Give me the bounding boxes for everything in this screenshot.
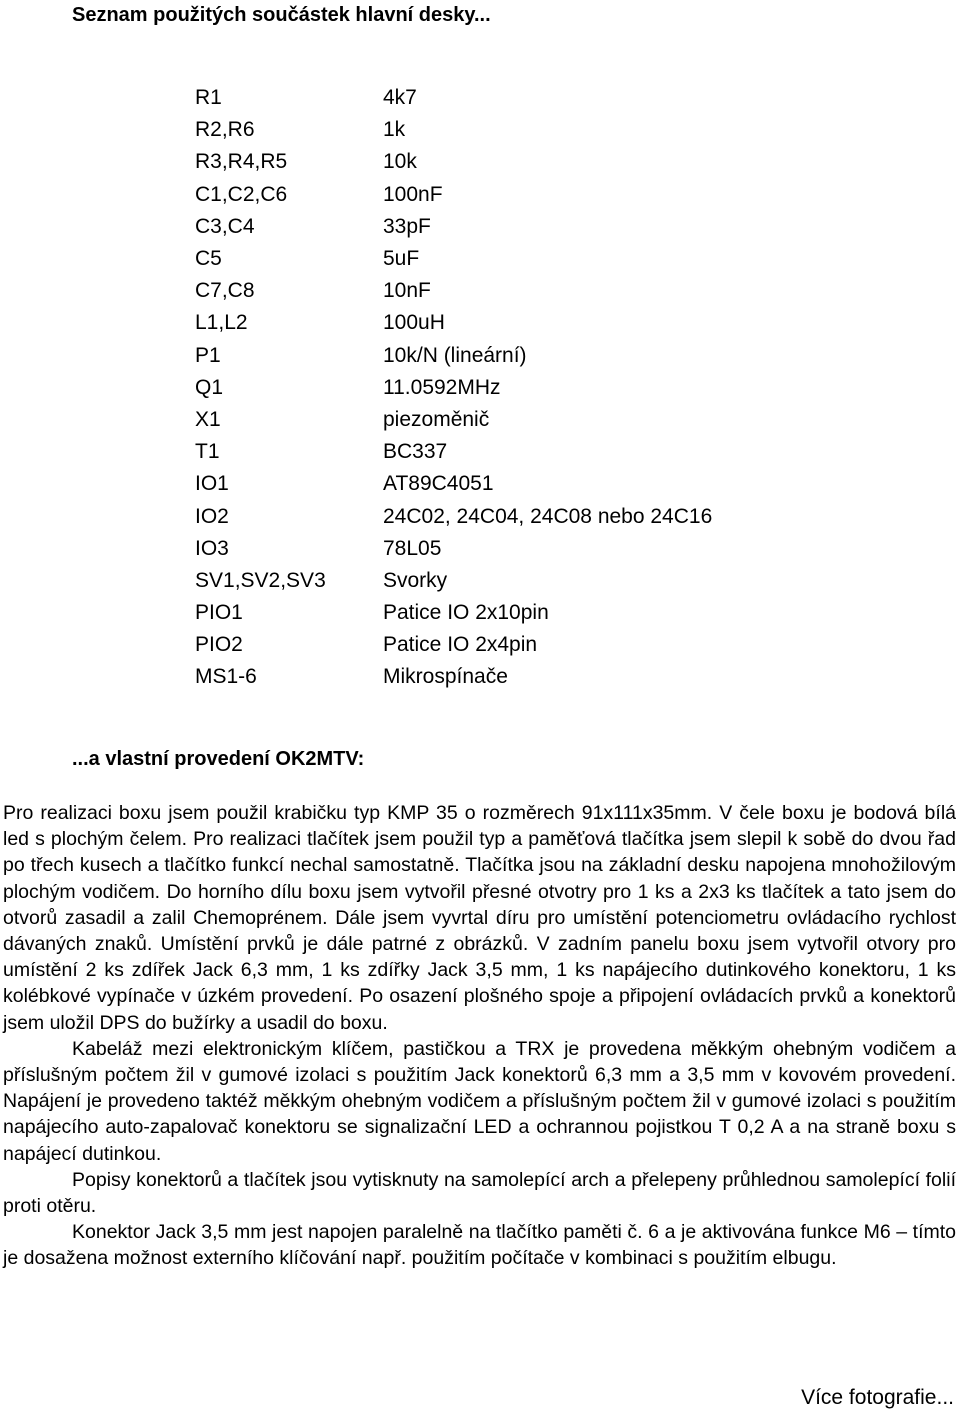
part-reference: IO1 <box>195 472 229 496</box>
part-reference: L1,L2 <box>195 311 248 335</box>
part-value: AT89C4051 <box>383 472 494 496</box>
parts-row <box>195 565 712 597</box>
part-reference: C3,C4 <box>195 214 255 238</box>
part-reference: SV1,SV2,SV3 <box>195 568 326 592</box>
parts-row <box>195 500 712 532</box>
part-value: Svorky <box>383 568 448 592</box>
paragraph-box-construction: Pro realizaci boxu jsem použil krabičku typ KMP 35 o rozměrech 91x111x35mm. V čele boxu je bodová bílá led s plochým čelem. Pro realizaci tlačítek jsem použil typ a paměťová tlačítka jsem slepil k sobě do dvou řad po třech kusech a tlačítko funkcí nechal samostatně. Tlačítka jsou na základní desku napojena mnohožilovým plochým vodičem. Do horního dílu boxu jsem vytvořil přesné otvotry pro 1 ks a 2x3 ks tlačítek a tato jsem do otvorů zasadil a zalil Chemoprénem. Dále jsem vyvrtal díru pro umístění potenciometru ovládacího rychlost dávaných znaků. Umístění prvků je dále patrné z obrázků. V zadním panelu boxu jsem vytvořil otvory pro umístění 2 ks zdířek Jack 6,3 mm, 1 ks zdířky Jack 3,5 mm, 1 ks napájecího dutinkového konektoru, 1 ks kolébkové vypínače v úzkém provedení. Po osazení plošného spoje a připojení ovládacích prvků a konektorů jsem uložil DPS do bužírky a usadil do boxu. <box>3 802 956 1034</box>
part-value: Patice IO 2x4pin <box>383 633 538 657</box>
parts-row <box>195 82 712 114</box>
parts-row <box>195 468 712 500</box>
part-value: 10k/N (lineární) <box>383 343 527 367</box>
parts-row <box>195 211 712 243</box>
part-reference: PIO2 <box>195 633 243 657</box>
parts-row <box>195 436 712 468</box>
part-reference: IO3 <box>195 536 229 560</box>
part-reference: IO2 <box>195 504 229 528</box>
part-reference: C5 <box>195 247 222 271</box>
part-value: 24C02, 24C04, 24C08 nebo 24C16 <box>383 504 713 528</box>
part-value: piezoměnič <box>383 407 490 431</box>
parts-row <box>195 114 712 146</box>
parts-row <box>195 146 712 178</box>
part-value: 5uF <box>383 247 420 271</box>
part-reference: C1,C2,C6 <box>195 182 288 206</box>
part-value: Mikrospínače <box>383 665 508 689</box>
part-value: 11.0592MHz <box>383 375 501 399</box>
section-title: ...a vlastní provedení OK2MTV: <box>72 748 365 770</box>
part-value: Patice IO 2x10pin <box>383 601 549 625</box>
parts-row <box>195 533 712 565</box>
part-reference: P1 <box>195 343 221 367</box>
page-title: Seznam použitých součástek hlavní desky... <box>72 4 491 26</box>
parts-row <box>195 307 712 339</box>
part-reference: MS1-6 <box>195 665 257 689</box>
part-value: BC337 <box>383 440 448 464</box>
part-reference: PIO1 <box>195 601 243 625</box>
parts-row <box>195 661 712 693</box>
paragraph-cabling: Kabeláž mezi elektronickým klíčem, pastičkou a TRX je provedena měkkým ohebným vodičem a příslušným počtem žil v gumové izolaci s použitím Jack konektorů 6,3 mm a 3,5 mm v kovovém provedení. Napájení je provedeno taktéž měkkým ohebným vodičem a příslušným počtem žil v gumové izolaci s použitím napájecího auto-zapalovač konektoru se signalizační LED a ochrannou pojistkou T 0,2 A a na straně boxu s napájecí dutinkou. <box>3 1037 956 1165</box>
part-reference: R1 <box>195 86 222 110</box>
parts-row <box>195 597 712 629</box>
part-value: 100uH <box>383 311 445 335</box>
part-value: 10k <box>383 150 417 174</box>
part-value: 10nF <box>383 279 431 303</box>
part-reference: R2,R6 <box>195 118 255 142</box>
part-reference: Q1 <box>195 375 224 399</box>
parts-row <box>195 179 712 211</box>
part-value: 100nF <box>383 182 443 206</box>
body-text <box>3 800 956 1272</box>
parts-row <box>195 372 712 404</box>
part-value: 78L05 <box>383 536 442 560</box>
more-photos-link[interactable]: Více fotografie... <box>801 1386 954 1409</box>
paragraph-labels: Popisy konektorů a tlačítek jsou vytisknuty na samolepící arch a přelepeny průhlednou samolepící folií proti otěru. <box>3 1168 956 1218</box>
part-reference: C7,C8 <box>195 279 255 303</box>
part-reference: R3,R4,R5 <box>195 150 288 174</box>
part-reference: X1 <box>195 407 221 431</box>
part-value: 1k <box>383 118 406 142</box>
parts-row <box>195 404 712 436</box>
parts-list <box>195 82 712 694</box>
parts-row <box>195 243 712 275</box>
part-value: 33pF <box>383 214 431 238</box>
parts-row <box>195 340 712 372</box>
paragraph-jack-connector: Konektor Jack 3,5 mm jest napojen paralelně na tlačítko paměti č. 6 a je aktivována funkce M6 – tímto je dosažena možnost externího klíčování např. použitím počítače v kombinaci s použitím elbugu. <box>3 1221 956 1270</box>
part-value: 4k7 <box>383 86 417 110</box>
parts-row <box>195 275 712 307</box>
part-reference: T1 <box>195 440 220 464</box>
parts-row <box>195 629 712 661</box>
